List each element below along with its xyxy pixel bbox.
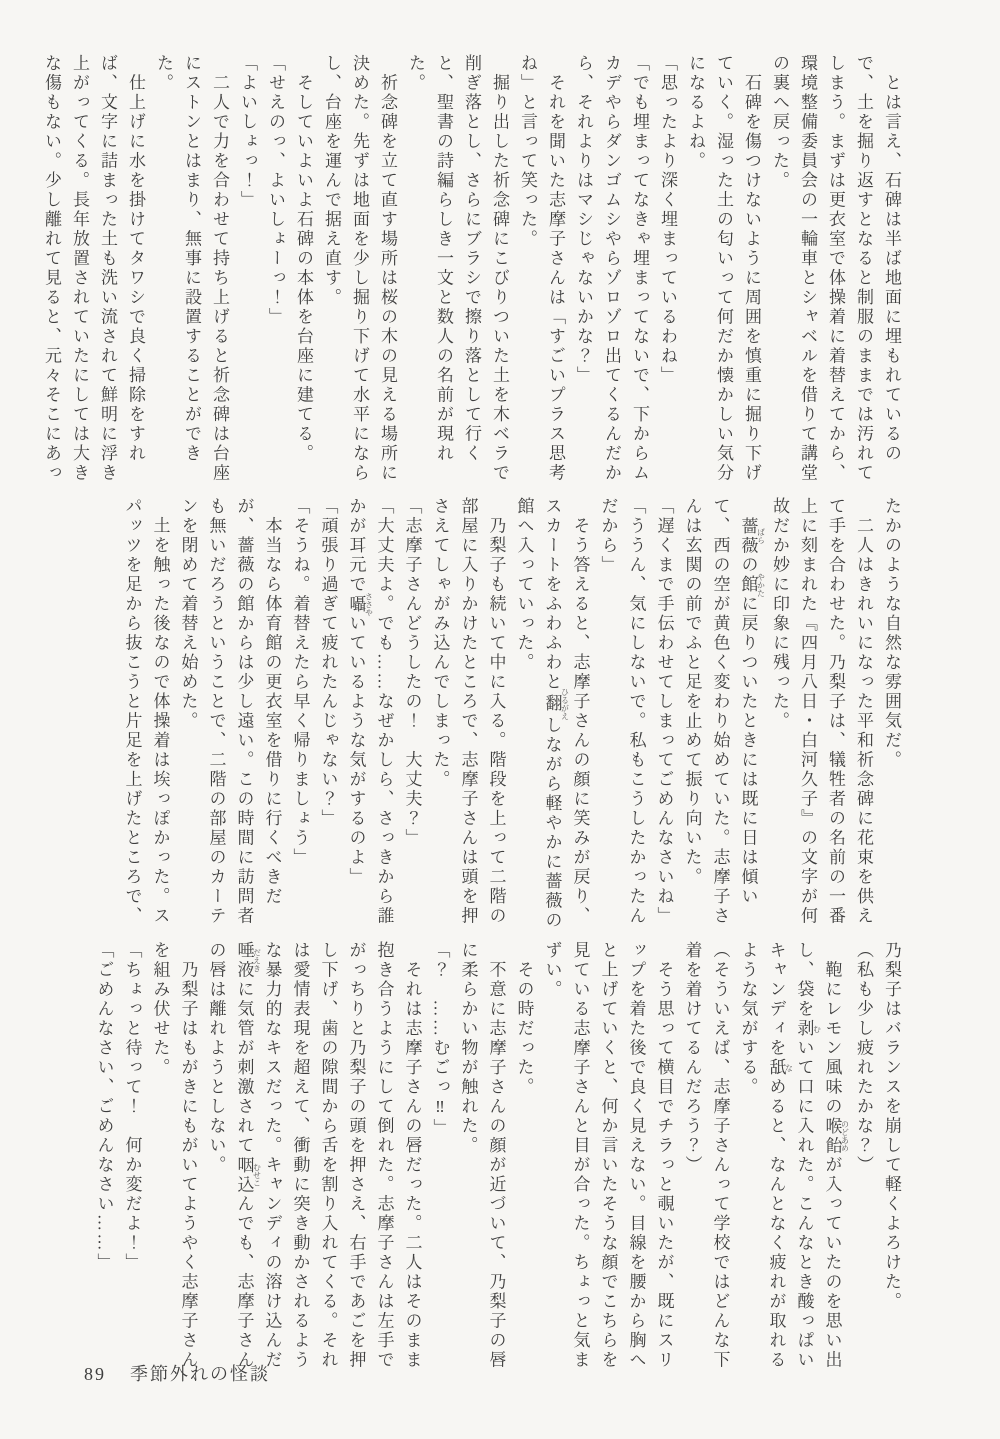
ruby-annotated-word: 剥 む [794,1019,822,1039]
paragraph: 「ううん、気にしないで。私もこうしたかったんだから」 [598,497,646,926]
paragraph: 乃梨子はバランスを崩して軽くよろけた。 [882,941,901,1312]
ruby-annotated-word: 館 やかた [738,572,766,597]
paragraph: 「志摩子さんどうしたの！ 大丈夫？」 [402,497,422,848]
paragraph: 「頑張り過ぎて疲れたんじゃない？」 [318,497,338,829]
ruby-annotated-word: 喉飴 のどあめ [822,1116,850,1156]
text-band-top [42,54,905,488]
paragraph: 「せえのっ、よいしょーっ！」 [266,54,285,327]
paragraph: 本当なら体育館の更衣室を借りに行くべきだが、薔薇の館からは少し遠い。この時間に訪問者も無いだろうということで、二階の部屋のカーテンを閉めて着替え始めた。 [178,497,282,926]
ruby-annotated-word: 舐 な [766,1058,794,1078]
paragraph: たかのような自然な雰囲気だ。 [882,497,901,770]
ruby-annotated-word: 囁 ささや [346,592,374,617]
ruby-annotated-word: 咽込 むせこ [234,1155,262,1195]
paragraph: 土を触った後なので体操着は埃っぽかった。スパッツを足から抜こうと片足を上げたところで、 [122,497,170,926]
paragraph: それを聞いた志摩子さんは「すごいプラス思考ね」と言って笑った。 [518,54,565,483]
paragraph: 乃梨子も続いて中に入る。階段を上って二階の部屋に入りかけたところで、志摩子さんは頭を押さえてしゃがみ込んでしまった。 [430,497,506,926]
paragraph: 乃梨子はもがきにもがいてようやく志摩子さんを組み伏せた。 [150,941,198,1370]
paragraph: （そういえば、志摩子さんって学校ではどんな下着を着けてるんだろう？） [682,941,730,1370]
paragraph: そしていよいよ石碑の本体を台座に建てる。 [294,54,313,464]
paragraph: 「大丈夫よ。でも……なぜかしら、さっきから誰かが耳元で囁 ささやいているような気がするのよ」 [346,497,394,926]
paragraph: 不意に志摩子さんの顔が近づいて、乃梨子の唇に柔らかい物が触れた。 [458,941,506,1370]
paragraph: 「ごめんなさい、ごめんなさい……」 [94,941,114,1273]
ruby-annotated-word: 薔薇 ばら [738,516,766,556]
page-number: 89 [84,1364,106,1384]
page-footer [84,1360,270,1386]
paragraph: 二人で力を合わせて持ち上げると祈念碑は台座にストンとはまり、無事に設置することができた。 [154,54,229,483]
chapter-title: 季節外れの怪談 [130,1364,270,1384]
paragraph: そう思って横目でチラっと覗いたが、既にスリップを着た後で良く見えない。目線を腰から胸へと上げていくと、何か言いたそうな顔でこちらを見ている志摩子さんと目が合った。ちょっと気まずい。 [542,941,674,1370]
paragraph: 「？ ……むごっ‼」 [430,941,450,1138]
paragraph: （私も少し疲れたかな？） [854,941,873,1175]
paragraph: 「よいしょっ！」 [238,54,257,210]
paragraph: そう答えると、志摩子さんの顔に笑みが戻り、スカートをふわふわと翻 ひるがえしながら軽やかに薔薇の館へ入っていった。 [514,497,590,931]
paragraph: 「そうね。着替えたら早く帰りましょう」 [290,497,310,868]
paragraph: 「思ったより深く埋まっているわね」 [658,54,677,386]
text-band-bottom [89,941,905,1375]
paragraph: 「遅くまで手伝わせてしまってごめんなさいね」 [654,497,674,926]
paragraph: とは言え、石碑は半ば地面に埋もれているので、土を掘り返すとなると制服のままでは汚れてしまう。まずは更衣室で体操着に着替えてから、環境整備委員会の一輪車とシャベルを借りて講堂の裏へ戻った。 [770,54,901,483]
paragraph: その時だった。 [514,941,534,1097]
paragraph: 祈念碑を立て直す場所は桜の木の見える場所に決めた。先ずは地面を少し掘り下げて水平にならし、台座を運んで据え直す。 [322,54,397,483]
paragraph: 石碑を傷つけないように周囲を慎重に掘り下げていく。湿った土の匂いって何だか懐かしい気分になるよね。 [686,54,761,483]
paragraph: 仕上げに水を掛けてタワシで良く掃除をすれば、文字に詰まった土も洗い流されて鮮明に浮き上がってくる。長年放置されていたにしては大きな傷もない。少し離れて見ると、元々そこにあっ [42,54,145,483]
paragraph: 鞄にレモン風味の喉飴 のどあめが入っていたのを思い出し、袋を剥 むいて口に入れた。こんなとき酸っぱいキャンディを舐 なめると、なんとなく疲れが取れるような気がする。 [738,941,850,1370]
ruby-annotated-word: 翻 ひるがえ [542,688,570,720]
paragraph: それは志摩子さんの唇だった。二人はそのまま抱き合うようにして倒れた。志摩子さんは左手でがっちりと乃梨子の頭を押さえ、右手であごを押し下げ、歯の隙間から舌を割り入れてくる。それは愛情表現を超えて、衝動に突き動かされるような暴力的なキスだった。キャンディの溶け込んだ唾液 だえきに気管が刺激されて咽込 むせこんでも、志摩子さんの唇は離れようとしない。 [206,941,422,1370]
paragraph: 「ちょっと待って！ 何か変だよ！」 [122,941,142,1273]
paragraph: 薔薇 ばらの館 やかたに戻りついたときには既に日は傾いて、西の空が黄色く変わり始めていた。志摩子さんは玄関の前でふと足を止めて振り向いた。 [682,497,766,926]
ruby-annotated-word: 唾液 だえき [234,941,262,980]
text-band-middle [89,497,905,931]
paragraph: 掘り出した祈念碑にこびりついた土を木ベラで削ぎ落とし、さらにブラシで擦り落として行くと、聖書の詩編らしき一文と数人の名前が現れた。 [406,54,509,483]
paragraph: 「でも埋まってなきゃ埋まってないで、下からムカデやらダンゴムシやらゾロゾロ出てくるんだから、それよりはマシじゃないかな？」 [574,54,649,483]
paragraph: 二人はきれいになった平和祈念碑に花束を供えて手を合わせた。乃梨子は、犠牲者の名前の一番上に刻まれた『四月八日・白河久子』の文字が何故だか妙に印象に残った。 [770,497,873,926]
